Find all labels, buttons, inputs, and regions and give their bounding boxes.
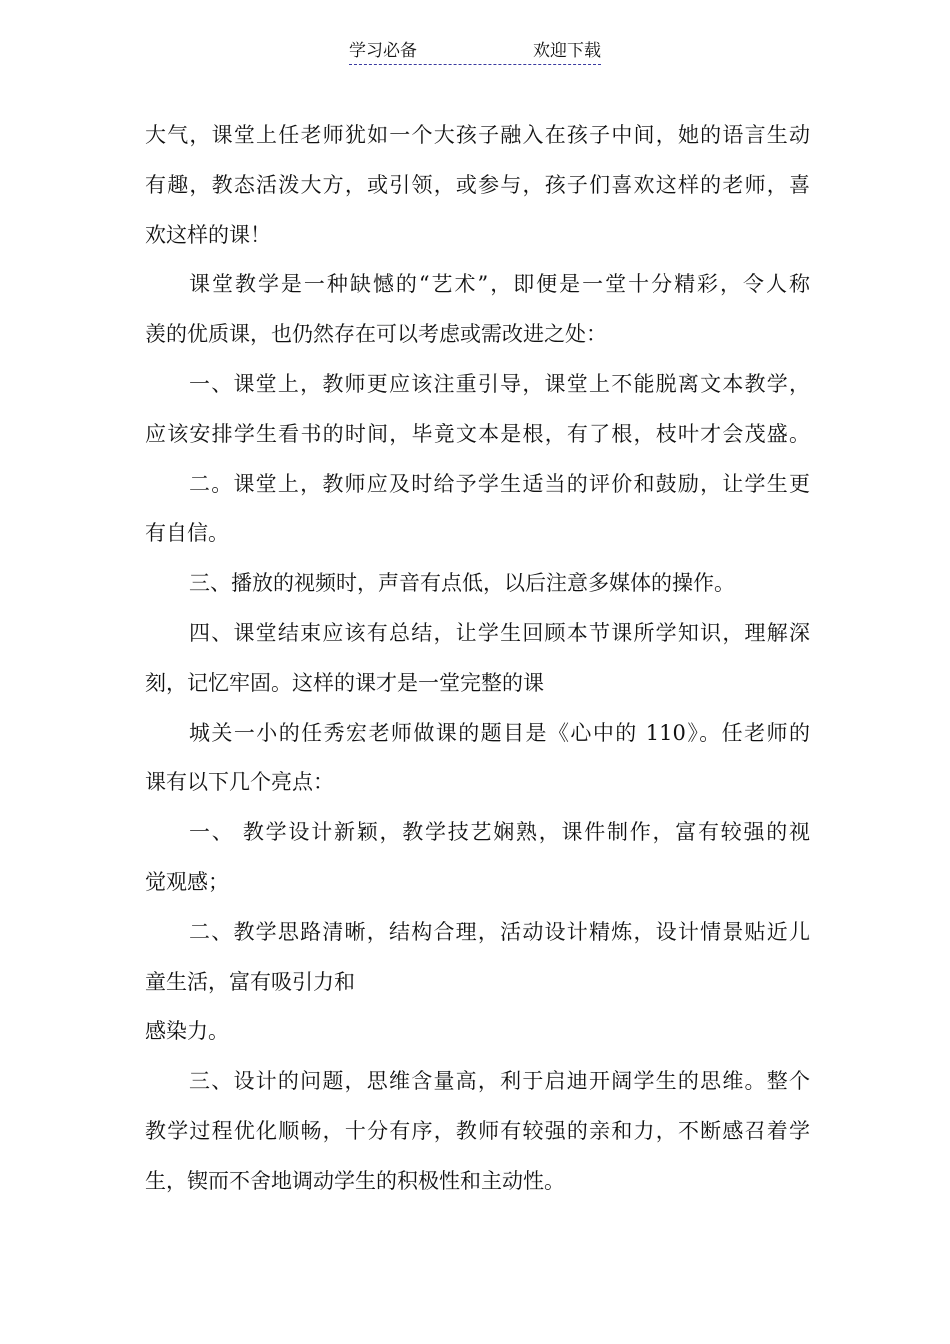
- text-line: 应该安排学生看书的时间，毕竟文本是根，有了根，枝叶才会茂盛。: [145, 421, 810, 446]
- text-line: 有趣，教态活泼大方，或引领，或参与，孩子们喜欢这样的老师，喜: [145, 172, 810, 197]
- text-line: 大气，课堂上任老师犹如一个大孩子融入在孩子中间，她的语言生动: [145, 123, 810, 147]
- text-line: 四、课堂结束应该有总结，让学生回顾本节课所学知识，理解深: [189, 620, 810, 645]
- text-line: 童生活，富有吸引力和: [145, 969, 355, 994]
- text-line: 刻，记忆牢固。这样的课才是一堂完整的课: [145, 670, 544, 695]
- text-line: 课有以下几个亮点：: [145, 770, 334, 795]
- text-line: 一、课堂上，教师更应该注重引导，课堂上不能脱离文本教学，: [189, 371, 810, 396]
- text-line: 教学过程优化顺畅，十分有序，教师有较强的亲和力，不断感召着学: [145, 1118, 810, 1143]
- text-line: 生，锲而不舍地调动学生的积极性和主动性。: [145, 1168, 565, 1193]
- text-line: 城关一小的任秀宏老师做课的题目是《心中的 110》。任老师的: [189, 720, 810, 745]
- text-line: 三、设计的问题，思维含量高，利于启迪开阔学生的思维。整个: [189, 1069, 810, 1094]
- header-left-text: 学习必备: [349, 41, 417, 61]
- text-line: 有自信。: [145, 521, 229, 546]
- document-body: [145, 111, 810, 1207]
- page-header: [349, 38, 601, 65]
- text-line: 三、播放的视频时，声音有点低，以后注意多媒体的操作。: [189, 571, 735, 596]
- text-line: 课堂教学是一种缺憾的“艺术”，即便是一堂十分精彩，令人称: [189, 272, 810, 297]
- text-line: 二。课堂上，教师应及时给予学生适当的评价和鼓励，让学生更: [189, 471, 810, 496]
- text-line: 一、 教学设计新颖，教学技艺娴熟，课件制作，富有较强的视: [189, 820, 810, 845]
- text-line: 觉观感；: [145, 869, 229, 894]
- text-line: 欢这样的课！: [145, 222, 271, 247]
- text-line: 二、教学思路清晰，结构合理，活动设计精炼，设计情景贴近儿: [189, 919, 810, 944]
- text-line: 感染力。: [145, 1019, 229, 1044]
- text-line: 羡的优质课，也仍然存在可以考虑或需改进之处：: [145, 322, 607, 347]
- header-right-text: 欢迎下载: [533, 41, 601, 61]
